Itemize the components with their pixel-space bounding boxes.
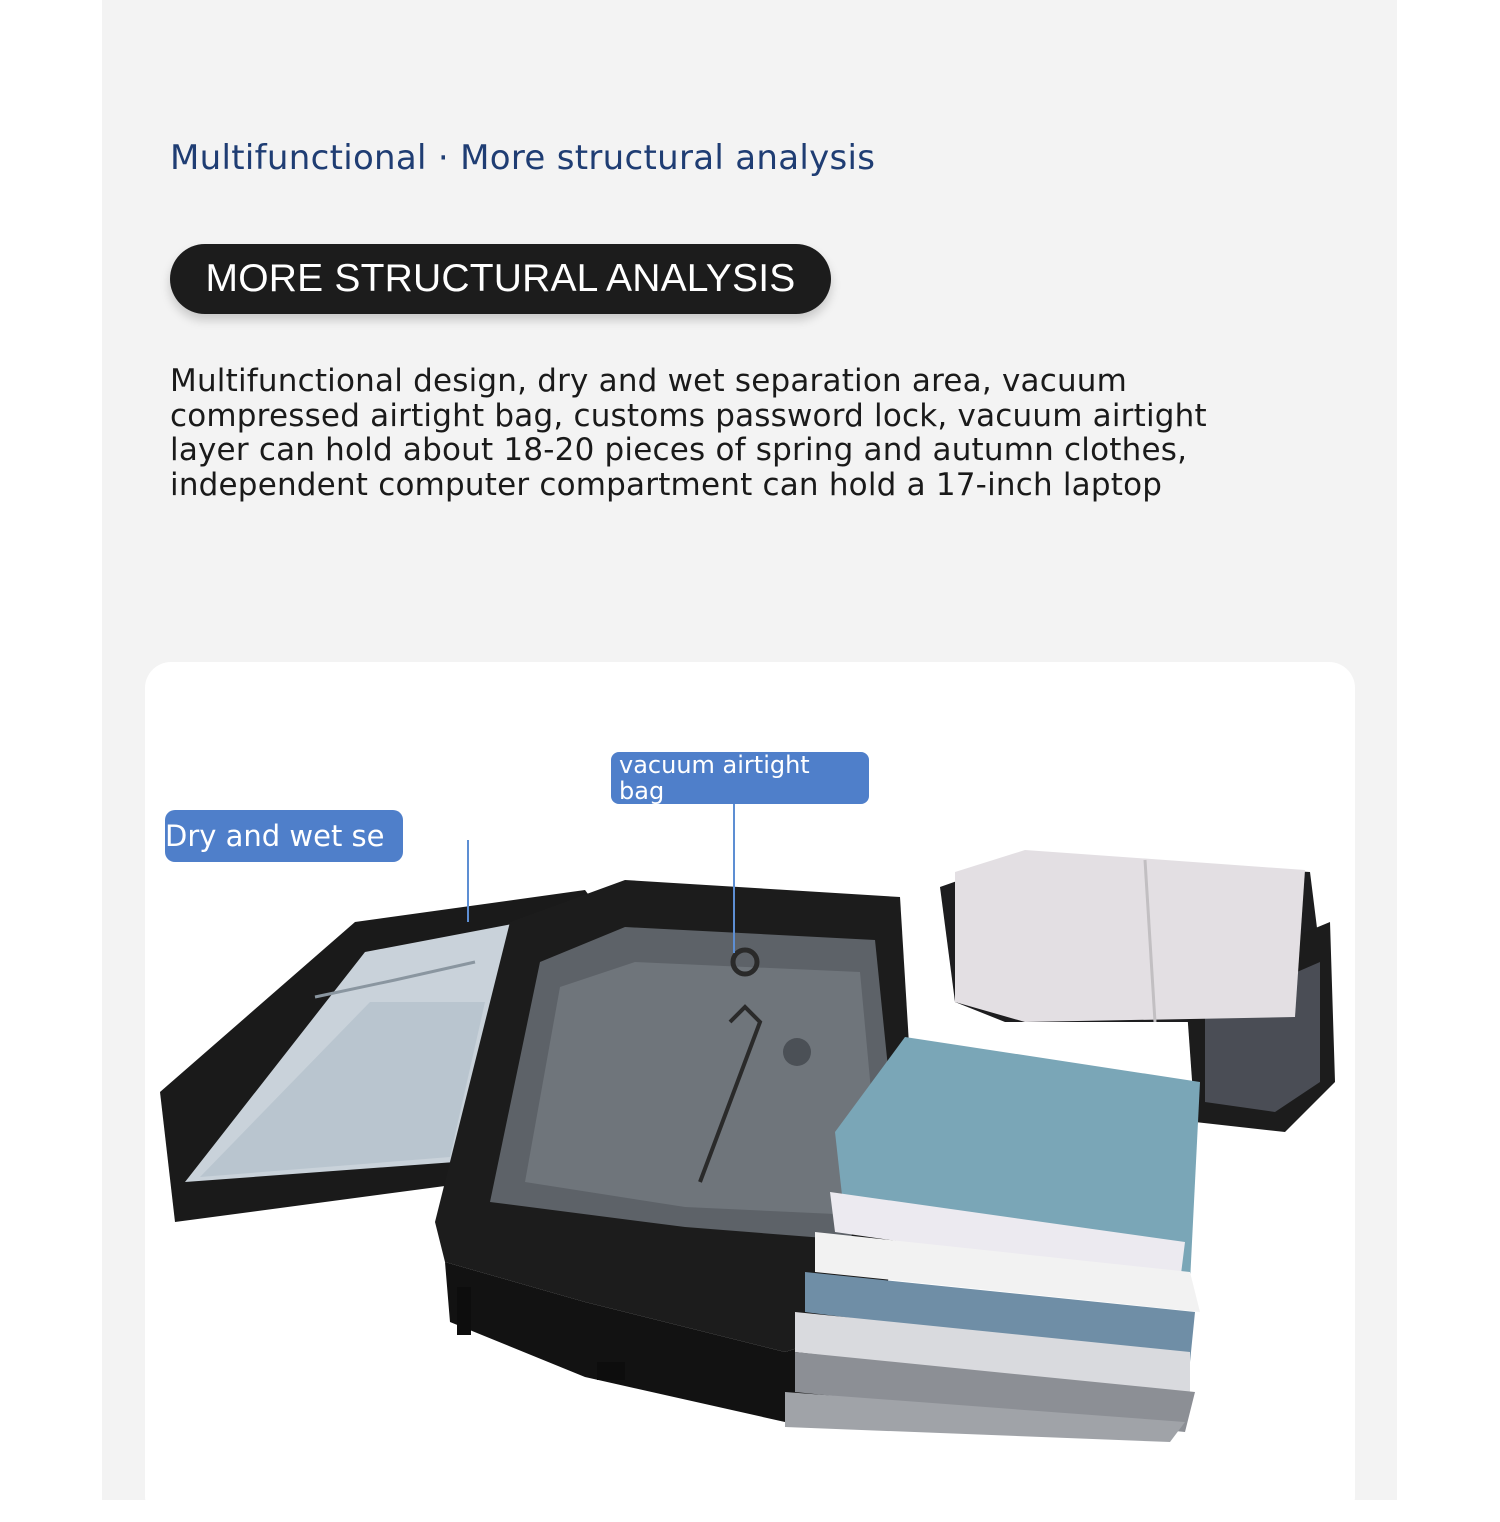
section-title-pill	[170, 244, 831, 314]
dry-wet-leader-line	[467, 840, 469, 922]
vacuum-leader-line	[733, 788, 735, 953]
dry-wet-callout-label: Dry and wet se	[165, 819, 385, 853]
product-image-card	[145, 662, 1355, 1522]
vacuum-bag-callout	[611, 752, 869, 804]
dry-wet-callout	[165, 810, 403, 862]
section-subtitle: Multifunctional · More structural analysis	[170, 138, 876, 178]
vacuum-bag-callout-label: vacuum airtight bag	[619, 752, 810, 804]
feature-description: Multifunctional design, dry and wet separation area, vacuum compressed airtight bag, customs password lock, vacuum airtight layer can hold about 18-20 pieces of spring and autumn clothes, independent computer compartment can hold a 17-inch laptop	[170, 363, 1207, 503]
section-title: MORE STRUCTURAL ANALYSIS	[205, 257, 796, 300]
